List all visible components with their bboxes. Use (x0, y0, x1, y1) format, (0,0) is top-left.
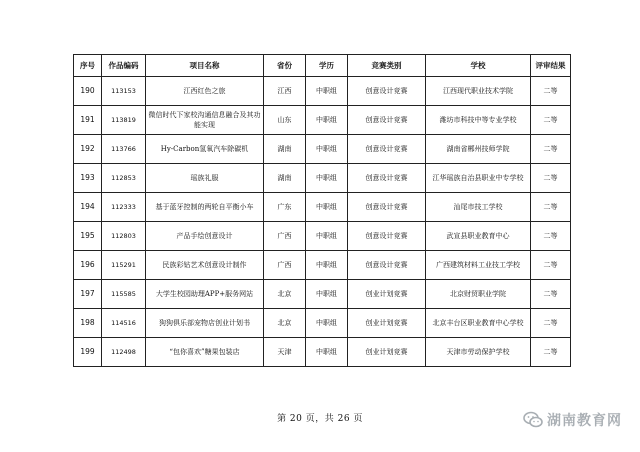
cell-category: 创业计划竞赛 (348, 338, 426, 367)
table-row (74, 338, 571, 367)
col-header-province: 省份 (264, 55, 306, 77)
cell-code: 112333 (102, 193, 146, 222)
cell-level: 中职组 (306, 106, 348, 135)
cell-school: 广西建筑材料工业技工学校 (426, 251, 531, 280)
table-body (74, 77, 571, 367)
cell-index: 198 (74, 309, 102, 338)
cell-code: 113153 (102, 77, 146, 106)
col-header-project: 项目名称 (146, 55, 264, 77)
cell-code: 112803 (102, 222, 146, 251)
cell-level: 中职组 (306, 164, 348, 193)
cell-project: 江西红色之旅 (146, 77, 264, 106)
cell-index: 197 (74, 280, 102, 309)
cell-code: 114516 (102, 309, 146, 338)
cell-index: 194 (74, 193, 102, 222)
cell-school: 江西现代职业技术学院 (426, 77, 531, 106)
cell-school: 江华瑶族自治县职业中专学校 (426, 164, 531, 193)
cell-result: 二等 (531, 106, 571, 135)
cell-category: 创业计划竞赛 (348, 309, 426, 338)
col-header-code: 作品编码 (102, 55, 146, 77)
watermark-text: 湖南教育网 (547, 413, 622, 429)
cell-school: 潍坊市科技中等专业学校 (426, 106, 531, 135)
cell-project: 瑶族礼服 (146, 164, 264, 193)
cell-code: 115585 (102, 280, 146, 309)
cell-level: 中职组 (306, 338, 348, 367)
col-header-school: 学校 (426, 55, 531, 77)
cell-school: 北京财贸职业学院 (426, 280, 531, 309)
cell-province: 广东 (264, 193, 306, 222)
cell-level: 中职组 (306, 222, 348, 251)
table-row (74, 193, 571, 222)
col-header-result: 评审结果 (531, 55, 571, 77)
cell-code: 115291 (102, 251, 146, 280)
cell-result: 二等 (531, 77, 571, 106)
cell-code: 113819 (102, 106, 146, 135)
cell-index: 190 (74, 77, 102, 106)
cell-category: 创意设计竞赛 (348, 77, 426, 106)
cell-level: 中职组 (306, 77, 348, 106)
cell-category: 创意设计竞赛 (348, 135, 426, 164)
page-number: 第 20 页，共 26 页 (277, 414, 363, 424)
cell-province: 山东 (264, 106, 306, 135)
cell-level: 中职组 (306, 251, 348, 280)
table-row (74, 251, 571, 280)
cell-level: 中职组 (306, 193, 348, 222)
table-row (74, 77, 571, 106)
cell-school: 北京丰台区职业教育中心学校 (426, 309, 531, 338)
col-header-level: 学历 (306, 55, 348, 77)
cell-code: 112498 (102, 338, 146, 367)
cell-result: 二等 (531, 135, 571, 164)
cell-result: 二等 (531, 251, 571, 280)
cell-school: 汕尾市技工学校 (426, 193, 531, 222)
cell-level: 中职组 (306, 135, 348, 164)
cell-category: 创意设计竞赛 (348, 193, 426, 222)
cell-result: 二等 (531, 164, 571, 193)
cell-project: 大学生校园助理APP+服务网站 (146, 280, 264, 309)
cell-index: 192 (74, 135, 102, 164)
table-row (74, 135, 571, 164)
cell-project: 产品手绘创意设计 (146, 222, 264, 251)
cell-level: 中职组 (306, 280, 348, 309)
col-header-index: 序号 (74, 55, 102, 77)
wechat-logo-icon (523, 411, 543, 429)
cell-province: 广西 (264, 251, 306, 280)
cell-province: 天津 (264, 338, 306, 367)
cell-province: 北京 (264, 309, 306, 338)
watermark (523, 410, 622, 430)
table-header-row (74, 55, 571, 77)
cell-code: 113766 (102, 135, 146, 164)
table-row (74, 309, 571, 338)
cell-index: 199 (74, 338, 102, 367)
cell-code: 112853 (102, 164, 146, 193)
cell-index: 195 (74, 222, 102, 251)
table-row (74, 164, 571, 193)
cell-index: 193 (74, 164, 102, 193)
cell-category: 创意设计竞赛 (348, 251, 426, 280)
cell-project: 民族彩钻艺术创意设计制作 (146, 251, 264, 280)
table-row (74, 106, 571, 135)
cell-school: 天津市劳动保护学校 (426, 338, 531, 367)
cell-school: 武宣县职业教育中心 (426, 222, 531, 251)
table-row (74, 280, 571, 309)
cell-result: 二等 (531, 193, 571, 222)
cell-result: 二等 (531, 280, 571, 309)
cell-category: 创意设计竞赛 (348, 164, 426, 193)
cell-school: 湖南省郴州技师学院 (426, 135, 531, 164)
cell-category: 创业计划竞赛 (348, 280, 426, 309)
table-row (74, 222, 571, 251)
cell-project: 基于蓝牙控制的两轮自平衡小车 (146, 193, 264, 222)
cell-province: 广西 (264, 222, 306, 251)
cell-project: 微信时代下家校沟通信息融合及其功能实现 (146, 106, 264, 135)
cell-level: 中职组 (306, 309, 348, 338)
cell-project: Hy-Carbon氢氧汽车除碳机 (146, 135, 264, 164)
cell-result: 二等 (531, 338, 571, 367)
cell-province: 江西 (264, 77, 306, 106)
cell-project: 狗狗俱乐部宠物店创业计划书 (146, 309, 264, 338)
cell-result: 二等 (531, 222, 571, 251)
cell-province: 湖南 (264, 135, 306, 164)
cell-index: 191 (74, 106, 102, 135)
results-table (73, 54, 571, 367)
cell-project: “包你喜欢”糖果包装店 (146, 338, 264, 367)
cell-result: 二等 (531, 309, 571, 338)
cell-province: 北京 (264, 280, 306, 309)
cell-category: 创意设计竞赛 (348, 222, 426, 251)
cell-province: 湖南 (264, 164, 306, 193)
col-header-category: 竞赛类别 (348, 55, 426, 77)
cell-category: 创意设计竞赛 (348, 106, 426, 135)
cell-index: 196 (74, 251, 102, 280)
